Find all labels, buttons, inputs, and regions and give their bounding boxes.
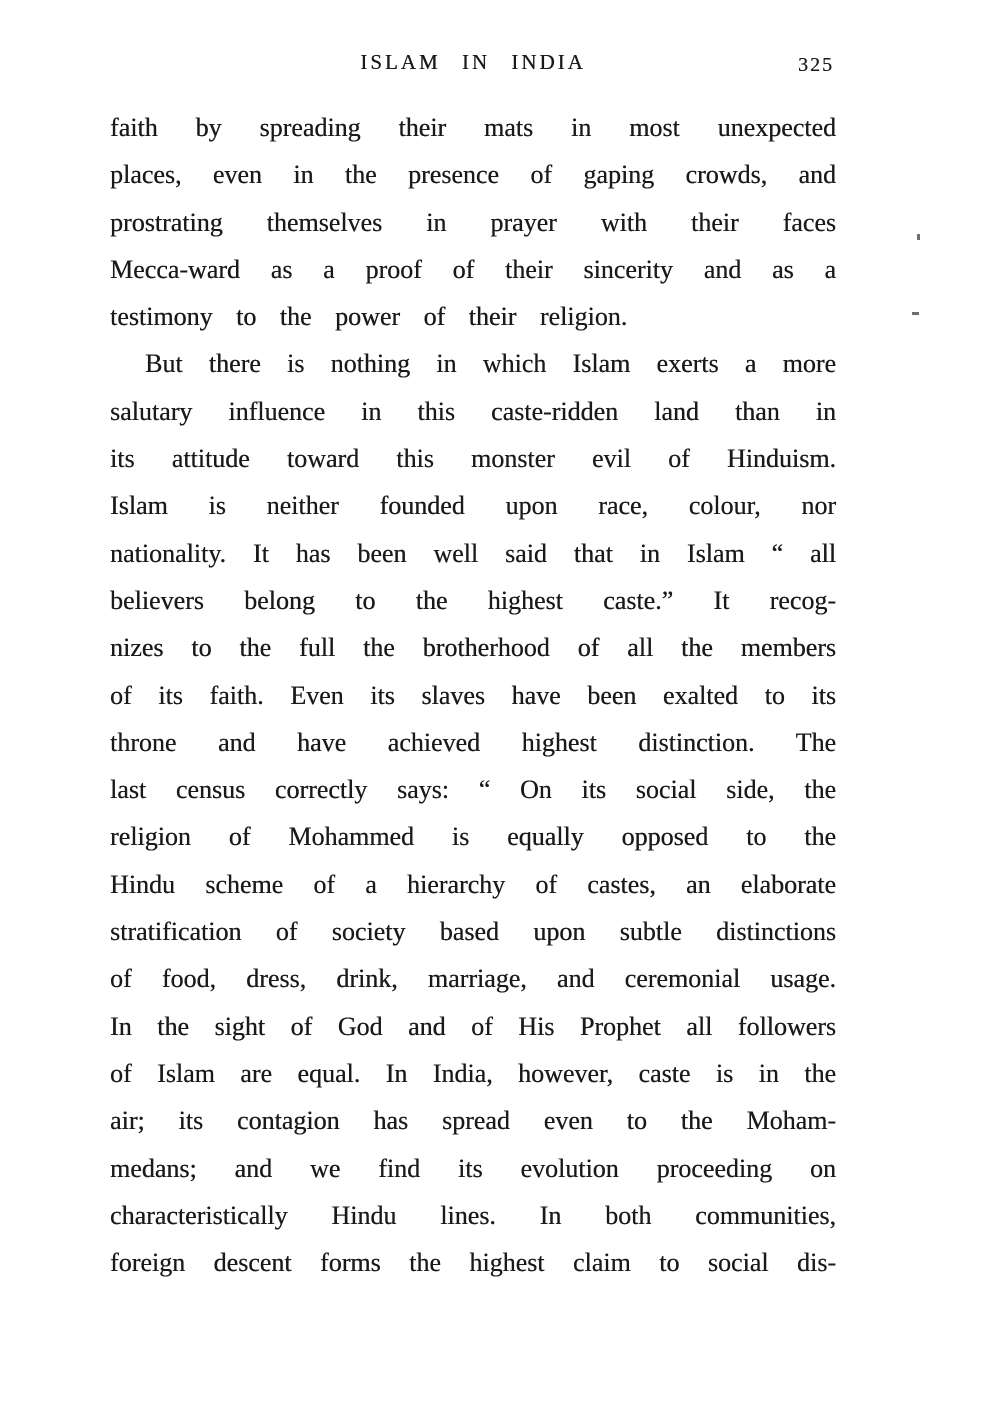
text-line: In the sight of God and of His Prophet all followers [110, 1011, 836, 1041]
text-line: salutary influence in this caste-ridden land than in [110, 396, 836, 426]
text-line: religion of Mohammed is equally opposed to the [110, 822, 836, 852]
text-line: of food, dress, drink, marriage, and ceremonial usage. [110, 964, 836, 994]
text-line: its attitude toward this monster evil of Hinduism. [110, 444, 836, 474]
text-line: testimony to the power of their religion. [110, 302, 628, 332]
text-line: faith by spreading their mats in most unexpected [110, 113, 836, 142]
text-line: foreign descent forms the highest claim to social dis- [110, 1248, 836, 1278]
running-title: ISLAM IN INDIA [360, 50, 586, 74]
text-line: Hindu scheme of a hierarchy of castes, an elaborate [110, 869, 836, 899]
text-line: medans; and we find its evolution proceeding on [110, 1153, 836, 1183]
text-line: nationality. It has been well said that in Islam “ all [110, 538, 836, 568]
scan-speck [917, 234, 920, 240]
text-line: last census correctly says: “ On its social side, the [110, 775, 836, 805]
scan-speck [912, 312, 919, 315]
text-line: But there is nothing in which Islam exerts a more [145, 349, 836, 379]
text-line: of Islam are equal. In India, however, caste is in the [110, 1058, 836, 1088]
text-line: characteristically Hindu lines. In both communities, [110, 1200, 836, 1230]
text-line: air; its contagion has spread even to the Moham- [110, 1106, 836, 1136]
body-text [110, 104, 836, 1286]
running-head [110, 50, 836, 82]
text-line: throne and have achieved highest distinction. The [110, 727, 836, 757]
text-line: stratification of society based upon subtle distinctions [110, 917, 836, 947]
text-line: prostrating themselves in prayer with their faces [110, 207, 836, 237]
text-line: believers belong to the highest caste.” It recog- [110, 585, 836, 615]
text-line: Mecca-ward as a proof of their sincerity and as a [110, 254, 836, 284]
text-line: of its faith. Even its slaves have been exalted to its [110, 680, 836, 710]
text-line: nizes to the full the brotherhood of all the members [110, 633, 836, 663]
text-line: Islam is neither founded upon race, colour, nor [110, 491, 836, 521]
page-number: 325 [798, 54, 834, 76]
text-line: places, even in the presence of gaping crowds, and [110, 160, 836, 190]
